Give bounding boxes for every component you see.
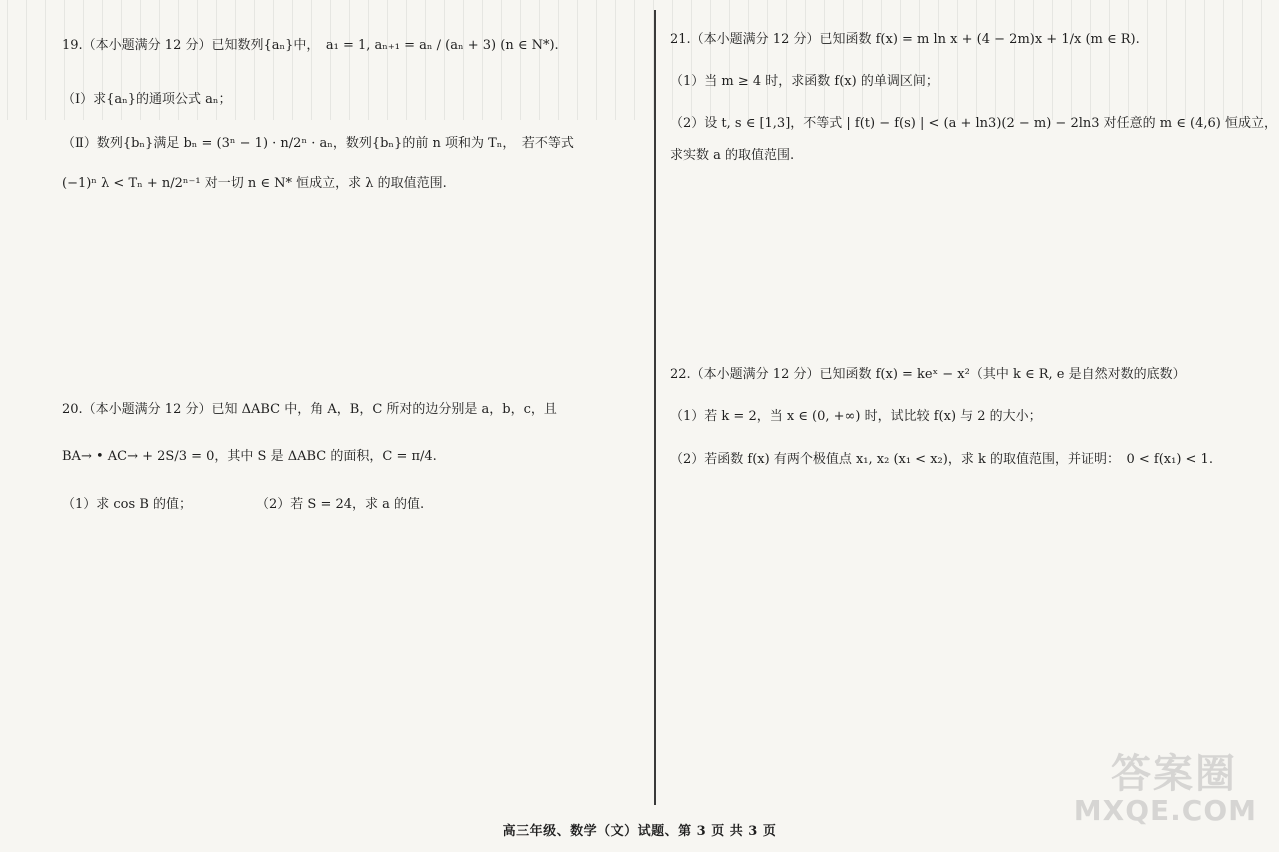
q22-part2: （2）若函数 f(x) 有两个极值点 x₁, x₂ (x₁ < x₂)，求 k 的取值范围，并证明： 0 < f(x₁) < 1. [670,452,1213,467]
q20-stem: 20.（本小题满分 12 分）已知 ΔABC 中，角 A，B，C 所对的边分别是 a，b，c，且 [62,402,557,417]
q21-stem: 21.（本小题满分 12 分）已知函数 f(x) = m ln x + (4 − 2m)x + 1/x (m ∈ R). [670,32,1140,47]
q20-condition: BA→ • AC→ + 2S/3 = 0，其中 S 是 ΔABC 的面积，C = π/4. [62,449,437,464]
q19-stem: 19.（本小题满分 12 分）已知数列{aₙ}中， a₁ = 1, aₙ₊₁ = aₙ / (aₙ + 3) (n ∈ N*). [62,38,559,53]
watermark-logo [1071,742,1261,842]
q19-part2b: (−1)ⁿ λ < Tₙ + n/2ⁿ⁻¹ 对一切 n ∈ N* 恒成立，求 λ 的取值范围. [62,176,447,191]
q20-part2: （2）若 S = 24，求 a 的值. [256,497,425,512]
q21-part2b: 求实数 a 的取值范围. [670,148,795,163]
q22-stem: 22.（本小题满分 12 分）已知函数 f(x) = keˣ − x²（其中 k ∈ R, e 是自然对数的底数） [670,367,1186,382]
q20-part1: （1）求 cos B 的值； [62,497,193,512]
q21-part1: （1）当 m ≥ 4 时，求函数 f(x) 的单调区间； [670,74,939,89]
q22-part1: （1）若 k = 2，当 x ∈ (0, +∞) 时，试比较 f(x) 与 2 的大小； [670,409,1042,424]
q21-part2a: （2）设 t, s ∈ [1,3]，不等式 | f(t) − f(s) | < (a + ln3)(2 − m) − 2ln3 对任意的 m ∈ (4,6) 恒成立， [670,116,1277,131]
column-divider [654,10,656,805]
q19-part2a: （Ⅱ）数列{bₙ}满足 bₙ = (3ⁿ − 1) · n/2ⁿ · aₙ，数列{bₙ}的前 n 项和为 Tₙ， 若不等式 [62,136,574,151]
q19-part1: （Ⅰ）求{aₙ}的通项公式 aₙ； [62,92,232,107]
watermark-cn: 答案圈 [1111,751,1237,797]
watermark-en: MXQE.COM [1073,794,1257,827]
page-footer: 高三年级、数学（文）试题、第 3 页 共 3 页 [502,824,777,839]
